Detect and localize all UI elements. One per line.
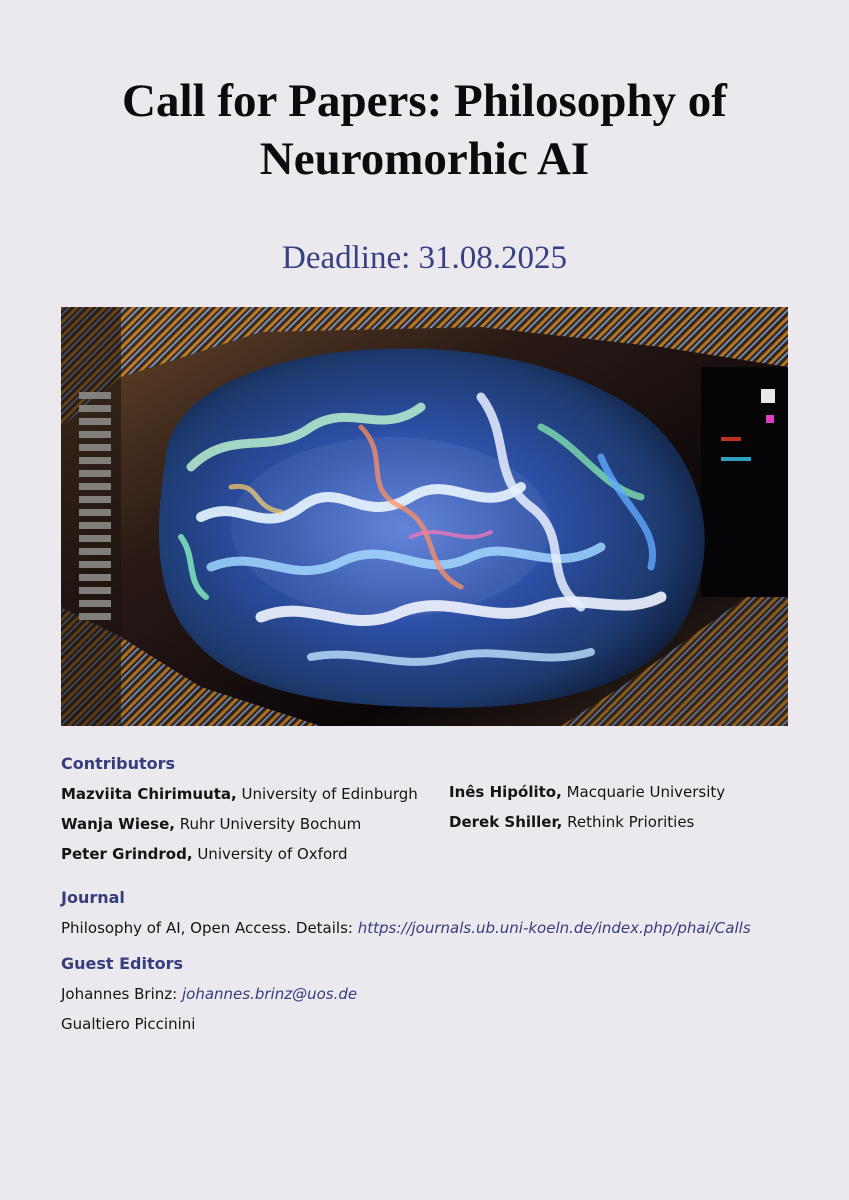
journal-details: [61, 919, 751, 937]
title-line-1: Call for Papers: Philosophy of: [122, 75, 727, 127]
guest-editor-item: [61, 1015, 195, 1033]
contributors-heading: Contributors: [61, 754, 176, 773]
contributor-affiliation: Rethink Priorities: [567, 813, 695, 831]
contributor-item: [449, 813, 694, 831]
guest-editor-item: [61, 985, 357, 1003]
journal-text: Philosophy of AI, Open Access. Details:: [61, 919, 353, 937]
guest-editor-name: Gualtiero Piccinini: [61, 1015, 196, 1033]
journal-calls-link[interactable]: https://journals.ub.uni-koeln.de/index.php/phai/Calls: [357, 919, 751, 937]
contributor-name: Inês Hipólito,: [449, 783, 562, 801]
neuromorphic-brain-illustration: [61, 307, 788, 726]
contributor-name: Wanja Wiese,: [61, 815, 175, 833]
contributor-item: [61, 815, 361, 833]
brain-chip-artwork: [61, 307, 788, 726]
contributor-name: Peter Grindrod,: [61, 845, 193, 863]
contributor-affiliation: Macquarie University: [566, 783, 726, 801]
journal-heading: Journal: [61, 888, 125, 907]
contributor-name: Derek Shiller,: [449, 813, 563, 831]
guest-editor-name: Johannes Brinz:: [61, 985, 178, 1003]
contributor-name: Mazviita Chirimuuta,: [61, 785, 237, 803]
contributor-affiliation: University of Oxford: [197, 845, 348, 863]
contributor-affiliation: University of Edinburgh: [241, 785, 418, 803]
guest-editors-heading: Guest Editors: [61, 954, 184, 973]
deadline-text: Deadline: 31.08.2025: [281, 240, 568, 276]
guest-editor-email-link[interactable]: johannes.brinz@uos.de: [181, 985, 358, 1003]
contributor-item: [61, 845, 348, 863]
contributor-item: [61, 785, 418, 803]
contributor-item: [449, 783, 725, 801]
title-line-2: Neuromorhic AI: [259, 133, 590, 185]
page-title: [40, 72, 809, 188]
contributor-affiliation: Ruhr University Bochum: [179, 815, 362, 833]
